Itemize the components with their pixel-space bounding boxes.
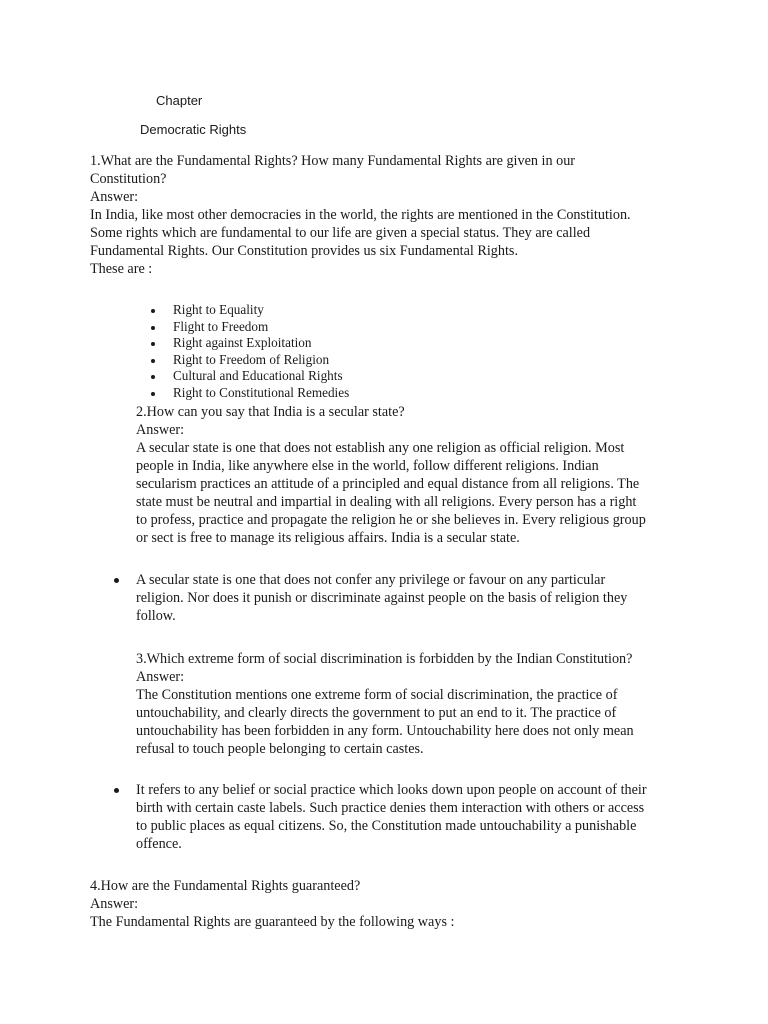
bullet-line: religion. Nor does it punish or discriminate against people on the basis of religion they xyxy=(136,590,628,606)
bullet-icon xyxy=(151,309,155,313)
question-4-block xyxy=(90,877,454,931)
question-3-block xyxy=(136,650,634,758)
answer-3-line: untouchability, and clearly directs the government to put an end to it. The practice of xyxy=(136,705,617,721)
answer-3-line: untouchability has been forbidden in any form. Untouchability here does not only mean xyxy=(136,723,634,739)
answer-1-line: Fundamental Rights. Our Constitution provides us six Fundamental Rights. xyxy=(90,243,518,259)
answer-2-line: people in India, like anywhere else in the world, follow different religions. Indian xyxy=(136,458,599,474)
list-item: Cultural and Educational Rights xyxy=(173,368,349,385)
chapter-label: Chapter xyxy=(156,93,203,108)
question-1-text: 1.What are the Fundamental Rights? How many Fundamental Rights are given in our xyxy=(90,153,576,169)
question-3-text: 3.Which extreme form of social discrimination is forbidden by the Indian Constitution? xyxy=(136,651,633,667)
question-2-block xyxy=(136,403,646,547)
answer-2-line: or sect is free to manage its religious affairs. India is a secular state. xyxy=(136,530,520,546)
fundamental-rights-list xyxy=(173,302,349,401)
answer-4-label: Answer: xyxy=(90,896,139,912)
answer-2-line: state must be neutral and impartial in dealing with all religions. Every person has a right xyxy=(136,494,637,510)
bullet-icon xyxy=(151,326,155,330)
bullet-line: A secular state is one that does not confer any privilege or favour on any particular xyxy=(136,572,606,588)
bullet-line: birth with certain caste labels. Such practice denies them interaction with others or access xyxy=(136,800,645,816)
bullet-icon xyxy=(151,359,155,363)
bullet-icon xyxy=(151,342,155,346)
chapter-title: Democratic Rights xyxy=(140,122,247,137)
answer-3-label: Answer: xyxy=(136,669,185,685)
answer-4-intro: The Fundamental Rights are guaranteed by the following ways : xyxy=(90,914,455,930)
answer-1-line: In India, like most other democracies in the world, the rights are mentioned in the Constitution. xyxy=(90,207,631,223)
list-item: Flight to Freedom xyxy=(173,319,349,336)
question-1-block xyxy=(90,152,631,278)
bullet-icon xyxy=(151,375,155,379)
bullet-icon xyxy=(151,392,155,396)
answer-1-line: Some rights which are fundamental to our life are given a special status. They are called xyxy=(90,225,591,241)
these-are-label: These are : xyxy=(90,261,153,277)
answer-2-line: A secular state is one that does not establish any one religion as official religion. Most xyxy=(136,440,625,456)
answer-3-line: The Constitution mentions one extreme form of social discrimination, the practice of xyxy=(136,687,618,703)
answer-1-label: Answer: xyxy=(90,189,139,205)
answer-2-line: to profess, practice and propagate the religion he or she believes in. Every religious group xyxy=(136,512,646,528)
question-1-text-cont: Constitution? xyxy=(90,171,167,187)
untouchability-bullet xyxy=(136,781,647,853)
question-2-text: 2.How can you say that India is a secular state? xyxy=(136,404,405,420)
list-item: Right against Exploitation xyxy=(173,335,349,352)
bullet-line: It refers to any belief or social practice which looks down upon people on account of their xyxy=(136,782,647,798)
bullet-line: to public places as equal citizens. So, the Constitution made untouchability a punishable xyxy=(136,818,637,834)
list-item: Right to Equality xyxy=(173,302,349,319)
list-item: Right to Freedom of Religion xyxy=(173,352,349,369)
bullet-line: offence. xyxy=(136,836,182,852)
answer-3-line: refusal to touch people belonging to certain castes. xyxy=(136,741,424,757)
bullet-line: follow. xyxy=(136,608,176,624)
bullet-icon xyxy=(114,788,119,793)
answer-2-label: Answer: xyxy=(136,422,185,438)
list-item: Right to Constitutional Remedies xyxy=(173,385,349,402)
question-4-text: 4.How are the Fundamental Rights guaranteed? xyxy=(90,878,361,894)
secular-state-bullet xyxy=(136,571,627,625)
bullet-icon xyxy=(114,578,119,583)
answer-2-line: secularism practices an attitude of a principled and equal distance from all religions. The xyxy=(136,476,640,492)
